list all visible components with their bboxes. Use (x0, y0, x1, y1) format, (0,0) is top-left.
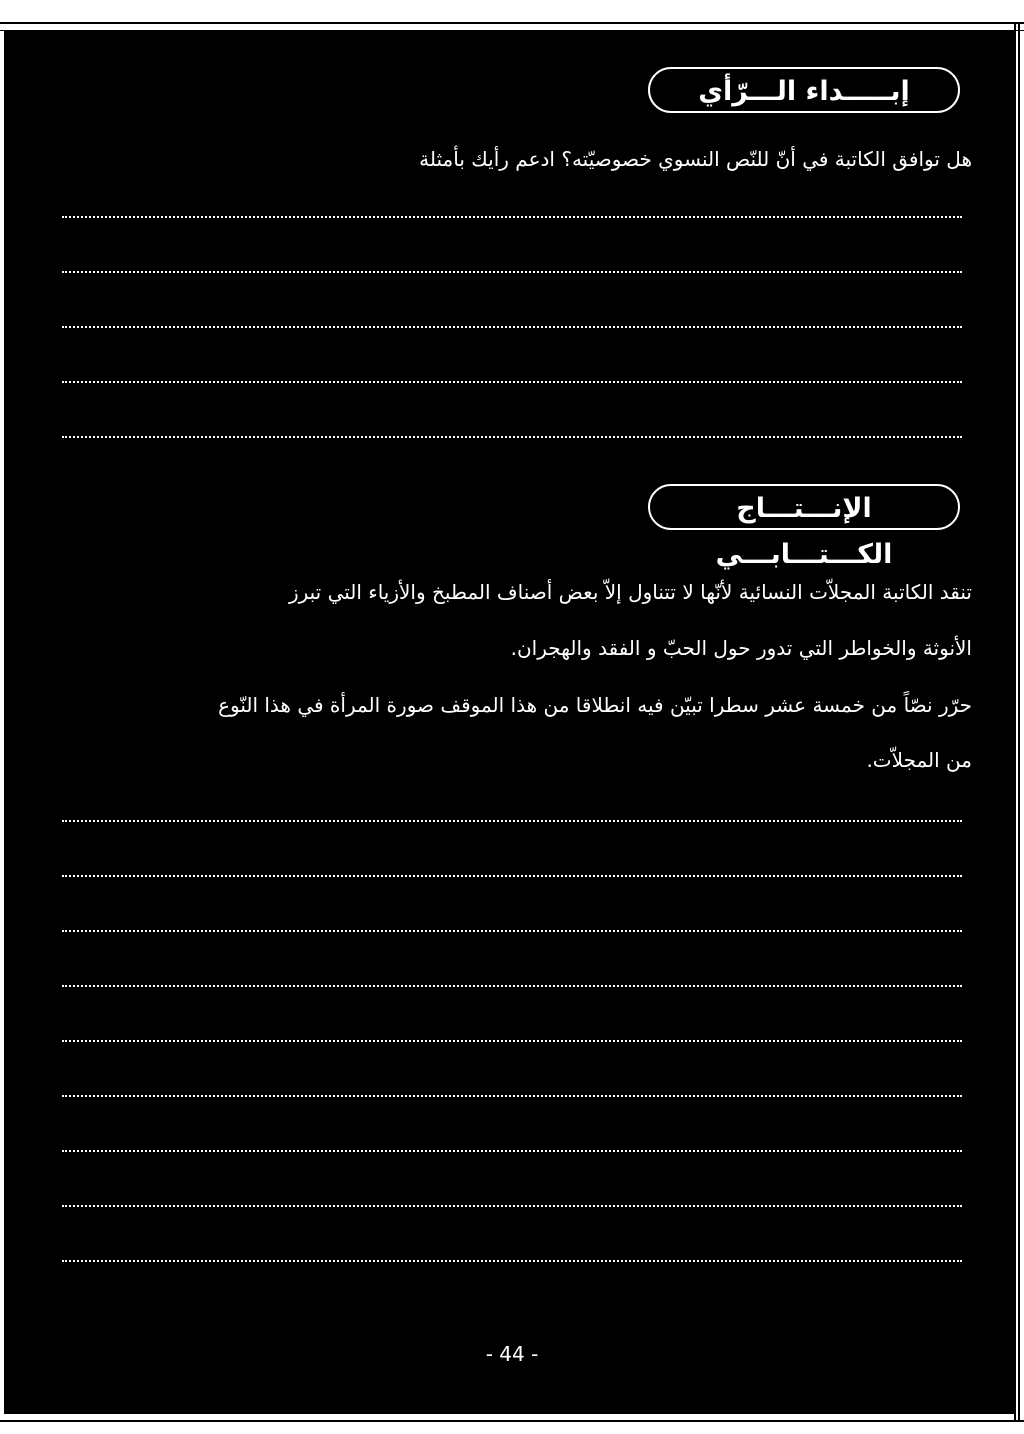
opinion-question: هل توافق الكاتبة في أنّ للنّص النسوي خصوصيّته؟ ادعم رأيك بأمثلة (419, 147, 972, 171)
opinion-answer-line[interactable] (62, 436, 962, 438)
writing-answer-line[interactable] (62, 985, 962, 987)
writing-answer-line[interactable] (62, 1040, 962, 1042)
writing-answer-line[interactable] (62, 930, 962, 932)
writing-answer-line[interactable] (62, 1260, 962, 1262)
writing-section-title: الإنـــتـــاج الكـــتـــابـــي (648, 484, 960, 530)
opinion-section-title: إبـــــداء الـــرّأي (648, 67, 960, 113)
writing-answer-line[interactable] (62, 1150, 962, 1152)
right-border (1014, 22, 1020, 1422)
bottom-border (0, 1414, 1024, 1422)
writing-answer-line[interactable] (62, 1205, 962, 1207)
writing-prompt-line: تنقد الكاتبة المجلاّت النسائية لأنّها لا تتناول إلاّ بعض أصناف المطبخ والأزياء التي تبرز (288, 580, 972, 604)
writing-prompt-line: حرّر نصّاً من خمسة عشر سطرا تبيّن فيه انطلاقا من هذا الموقف صورة المرأة في هذا النّوع (218, 693, 972, 717)
opinion-answer-line[interactable] (62, 326, 962, 328)
writing-prompt-line: من المجلاّت. (866, 748, 972, 772)
page-number: - 44 - (485, 1342, 539, 1366)
opinion-answer-line[interactable] (62, 216, 962, 218)
opinion-answer-line[interactable] (62, 271, 962, 273)
writing-answer-line[interactable] (62, 875, 962, 877)
writing-answer-line[interactable] (62, 820, 962, 822)
writing-prompt-line: الأنوثة والخواطر التي تدور حول الحبّ و الفقد والهجران. (510, 636, 972, 660)
writing-answer-line[interactable] (62, 1095, 962, 1097)
opinion-answer-line[interactable] (62, 381, 962, 383)
